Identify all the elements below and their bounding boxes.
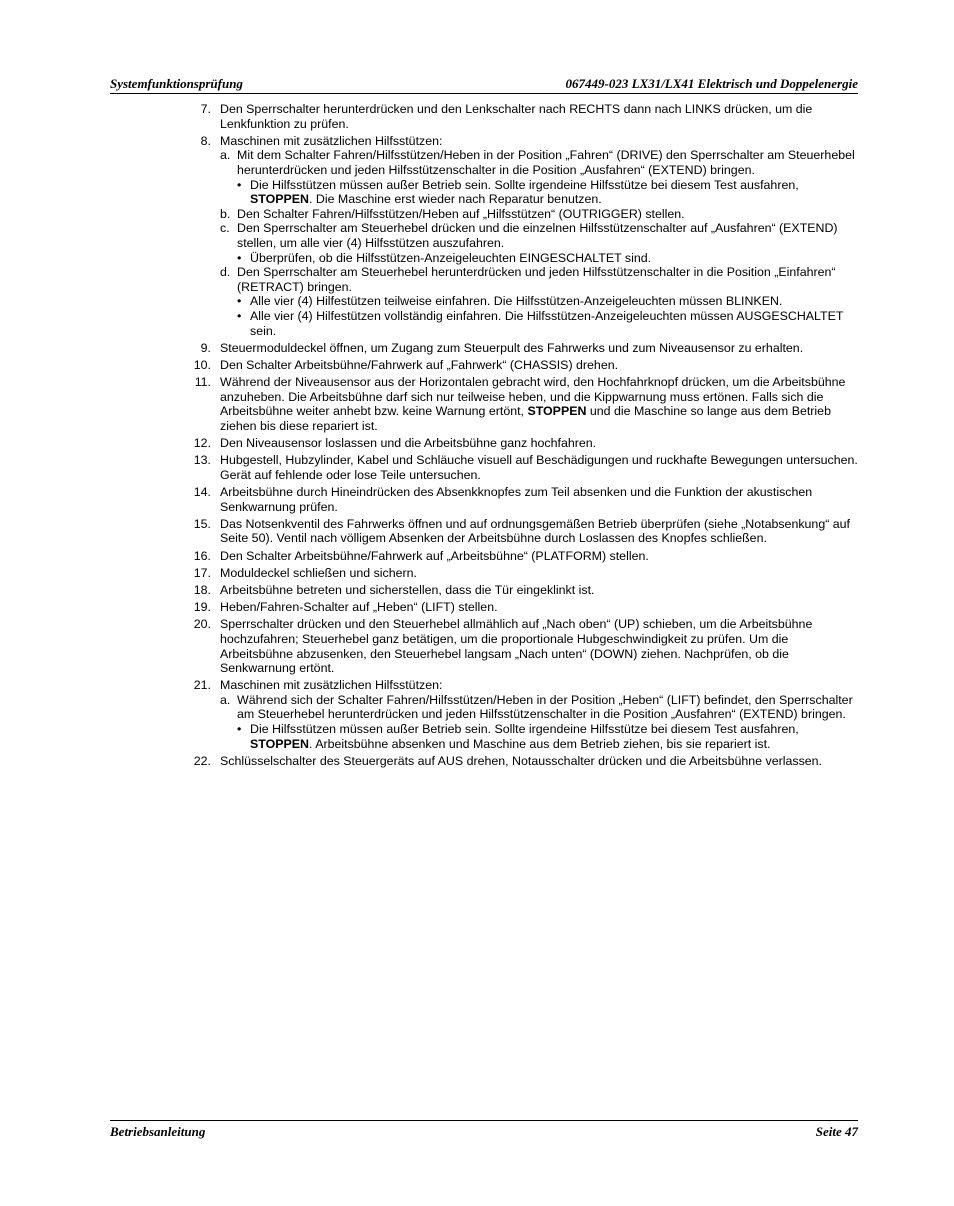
step-number: 8. (200, 133, 211, 148)
step-number: 21. (193, 678, 211, 693)
step-15 (186, 517, 858, 546)
substep-letter: b. (220, 206, 231, 221)
step-text: Schlüsselschalter des Steuergeräts auf AUS drehen, Notausschalter drücken und die Arbeitsbühne verlassen. (220, 753, 822, 768)
step-number: 12. (193, 436, 211, 451)
step-text: Den Schalter Arbeitsbühne/Fahrwerk auf „Arbeitsbühne“ (PLATFORM) stellen. (220, 548, 649, 563)
step-14 (186, 485, 858, 514)
step-number: 15. (193, 516, 211, 531)
step-text: Den Niveausensor loslassen und die Arbeitsbühne ganz hochfahren. (220, 436, 597, 451)
substep-letter: a. (220, 148, 231, 163)
step-text: Den Sperrschalter herunterdrücken und den Lenkschalter nach RECHTS dann nach LINKS drücken, um die Lenkfunktion zu prüfen. (220, 102, 813, 131)
step-number: 14. (193, 485, 211, 499)
step-number: 19. (193, 600, 211, 615)
bullet-icon: • (237, 294, 242, 309)
bullet-text-post: . Die Maschine erst wieder nach Reparatur benutzen. (309, 192, 602, 207)
step-13 (186, 453, 858, 482)
bullet-item (237, 251, 858, 266)
step-number: 16. (193, 548, 211, 563)
header-section-title: Systemfunktionsprüfung (110, 76, 243, 91)
substep-letter: a. (220, 692, 231, 707)
bullet-icon: • (237, 308, 242, 323)
bullet-text-pre: Die Hilfsstützen müssen außer Betrieb sein. Sollte irgendeine Hilfsstütze bei diesem Test ausfahren, (250, 177, 799, 192)
bullet-text: Alle vier (4) Hilfestützen teilweise einfahren. Die Hilfsstützen-Anzeigeleuchten müssen BLINKEN. (250, 294, 783, 309)
step-16 (186, 549, 858, 564)
step-text: Sperrschalter drücken und den Steuerhebel allmählich auf „Nach oben“ (UP) schieben, um die Arbeitsbühne hochzufahren; Steuerhebel ganz betätigen, um die proportionale Hubgeschwindigkeit zu prüfen. Um die Arbeitsbühne abzusenken, den Steuerhebel langsam „Nach unten“ (DOWN) ziehen. Nachprüfen, ob die Senkwarnung ertönt. (220, 617, 813, 676)
substep-8c (220, 221, 858, 265)
page-footer (110, 1120, 858, 1139)
substep-21a (220, 693, 858, 751)
step-7 (186, 102, 858, 131)
step-text: Hubgestell, Hubzylinder, Kabel und Schläuche visuell auf Beschädigungen und ruckhafte Bewegungen untersuchen. Gerät auf fehlende oder lose Teile untersuchen. (220, 453, 858, 482)
bullet-item (237, 178, 858, 207)
footer-manual-title: Betriebsanleitung (110, 1124, 206, 1139)
substep-text: Mit dem Schalter Fahren/Hilfsstützen/Heben in der Position „Fahren“ (DRIVE) den Sperrschalter am Steuerhebel herunterdrücken und jeden Hilfsstützenschalter in die Position „Ausfahren“ (EXTEND) bringen. (237, 148, 855, 177)
step-number: 13. (193, 453, 211, 468)
step-21 (186, 678, 858, 751)
substep-letter: c. (220, 221, 230, 236)
substep-8b (220, 207, 858, 222)
step-number: 20. (193, 617, 211, 632)
step-text: Maschinen mit zusätzlichen Hilfsstützen: (220, 678, 443, 693)
bullet-item (237, 309, 858, 338)
step-text-pre: Während der Niveausensor aus der Horizontalen gebracht wird, den Hochfahrknopf drücken, um die Arbeitsbühne anzuheben. Die Arbeitsbühne darf sich nur teilweise heben, und die Kippwarnung muss ertönen. Falls sich die Arbeitsbühne weiter anhebt bzw. keine Warnung ertönt, (220, 375, 846, 419)
bullet-icon: • (237, 177, 242, 192)
step-number: 7. (200, 102, 211, 116)
substep-text: Während sich der Schalter Fahren/Hilfsstützen/Heben in der Position „Heben“ (LIFT) befindet, den Sperrschalter am Steuerhebel herunterdrücken und jeden Hilfsstützenschalter in die Position „Ausfahren“ (EXTEND) bringen. (237, 692, 853, 722)
page-number: Seite 47 (815, 1124, 858, 1139)
substep-text: Den Sperrschalter am Steuerhebel herunterdrücken und jeden Hilfsstützenschalter in die Position „Einfahren“ (RETRACT) bringen. (237, 265, 836, 294)
step-22 (186, 754, 858, 769)
step-text: Maschinen mit zusätzlichen Hilfsstützen: (220, 133, 443, 148)
page-header (110, 76, 858, 94)
step-text-bold: STOPPEN (527, 404, 587, 419)
step-number: 9. (200, 340, 211, 355)
step-text-post: und die Maschine so lange aus dem Betrieb ziehen bis diese repariert ist. (220, 404, 831, 433)
bullet-item (237, 722, 858, 751)
step-number: 17. (193, 565, 211, 580)
step-text: Den Schalter Arbeitsbühne/Fahrwerk auf „Fahrwerk“ (CHASSIS) drehen. (220, 357, 619, 372)
procedure-list (186, 102, 858, 771)
step-text: Arbeitsbühne betreten und sicherstellen, dass die Tür eingeklinkt ist. (220, 582, 595, 597)
step-10 (186, 358, 858, 373)
bullet-text: Überprüfen, ob die Hilfsstützen-Anzeigeleuchten EINGESCHALTET sind. (250, 250, 652, 265)
bullet-icon: • (237, 250, 242, 265)
bullet-text-post: . Arbeitsbühne absenken und Maschine aus dem Betrieb ziehen, bis sie repariert ist. (309, 736, 771, 751)
step-text: Heben/Fahren-Schalter auf „Heben“ (LIFT) stellen. (220, 600, 498, 615)
substep-8d (220, 265, 858, 338)
step-number: 22. (193, 753, 211, 768)
step-text: Das Notsenkventil des Fahrwerks öffnen und auf ordnungsgemäßen Betrieb überprüfen (siehe „Notabsenkung“ auf Seite 50). Ventil nach völligem Absenken der Arbeitsbühne durch Loslassen des Knopfes schließen. (220, 516, 850, 546)
bullet-text-bold: STOPPEN (250, 736, 309, 751)
step-17 (186, 566, 858, 581)
step-text: Steuermoduldeckel öffnen, um Zugang zum Steuerpult des Fahrwerks und zum Niveausensor zu erhalten. (220, 340, 804, 355)
bullet-text-pre: Die Hilfsstützen müssen außer Betrieb sein. Sollte irgendeine Hilfsstütze bei diesem Test ausfahren, (250, 722, 799, 737)
substep-text: Den Sperrschalter am Steuerhebel drücken und die einzelnen Hilfsstützenschalter auf „Ausfahren“ (EXTEND) stellen, um alle vier (4) Hilfsstützen auszufahren. (237, 221, 838, 250)
bullet-icon: • (237, 722, 242, 737)
step-number: 10. (193, 357, 211, 372)
substep-letter: d. (220, 265, 231, 280)
step-text: Arbeitsbühne durch Hineindrücken des Absenkknopfes zum Teil absenken und die Funktion der akustischen Senkwarnung prüfen. (220, 485, 813, 514)
bullet-item (237, 294, 858, 309)
step-18 (186, 583, 858, 598)
substep-text: Den Schalter Fahren/Hilfsstützen/Heben auf „Hilfsstützen“ (OUTRIGGER) stellen. (237, 206, 685, 221)
substep-8a (220, 148, 858, 206)
step-12 (186, 436, 858, 451)
header-document-title: 067449-023 LX31/LX41 Elektrisch und Doppelenergie (565, 76, 858, 91)
step-8 (186, 134, 858, 338)
step-11 (186, 375, 858, 433)
bullet-text: Alle vier (4) Hilfestützen vollständig einfahren. Die Hilfsstützen-Anzeigeleuchten müssen AUSGESCHALTET sein. (250, 308, 844, 338)
step-number: 11. (194, 375, 211, 390)
bullet-text-bold: STOPPEN (250, 192, 309, 207)
step-20 (186, 617, 858, 675)
step-number: 18. (193, 582, 211, 597)
step-9 (186, 341, 858, 356)
step-19 (186, 600, 858, 615)
step-text: Moduldeckel schließen und sichern. (220, 565, 417, 580)
